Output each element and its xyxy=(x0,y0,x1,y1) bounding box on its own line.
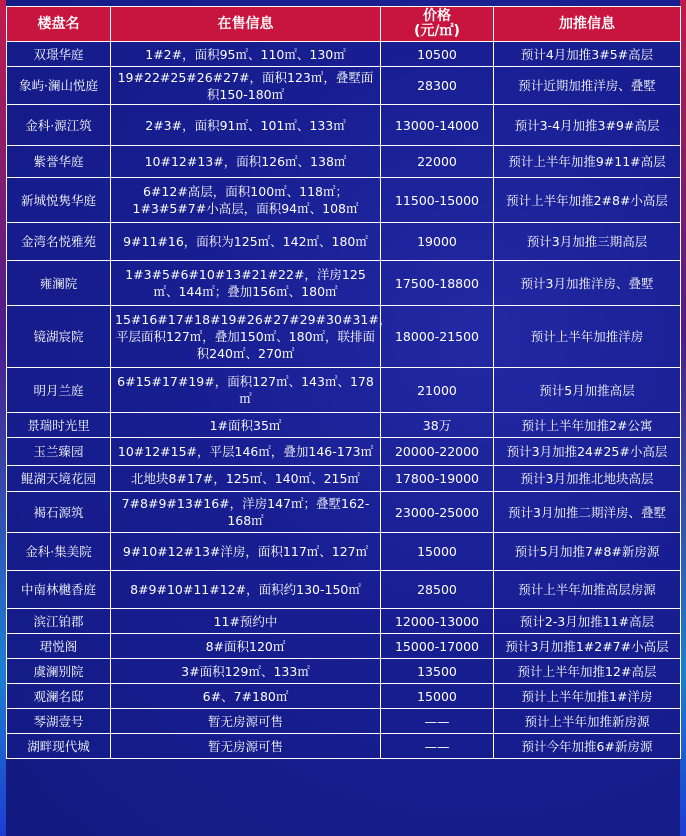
cell-plan: 预计2-3月加推11#高层 xyxy=(494,609,681,634)
cell-name: 双璟华庭 xyxy=(7,42,111,67)
cell-name: 虞澜别院 xyxy=(7,659,111,684)
table-row xyxy=(7,306,681,368)
table-row xyxy=(7,684,681,709)
cell-name: 镜湖宸院 xyxy=(7,306,111,368)
cell-plan: 预计上半年加推2#公寓 xyxy=(494,413,681,438)
cell-price: 12000-13000 xyxy=(381,609,494,634)
cell-info: 6#15#17#19#，面积127㎡、143㎡、178㎡ xyxy=(111,368,381,413)
cell-name: 金科·源江筑 xyxy=(7,105,111,146)
cell-price: 20000-22000 xyxy=(381,438,494,466)
cell-plan: 预计上半年加推1#洋房 xyxy=(494,684,681,709)
cell-name: 滨江铂郡 xyxy=(7,609,111,634)
cell-info: 3#面积129㎡、133㎡ xyxy=(111,659,381,684)
table-row xyxy=(7,67,681,105)
table-row xyxy=(7,223,681,261)
property-table xyxy=(6,6,681,759)
table-row xyxy=(7,438,681,466)
cell-price: 13500 xyxy=(381,659,494,684)
cell-plan: 预计近期加推洋房、叠墅 xyxy=(494,67,681,105)
cell-plan: 预计5月加推高层 xyxy=(494,368,681,413)
cell-price: 15000-17000 xyxy=(381,634,494,659)
table-row xyxy=(7,105,681,146)
cell-info: 7#8#9#13#16#，洋房147㎡；叠墅162-168㎡ xyxy=(111,492,381,533)
cell-name: 金科·集美院 xyxy=(7,533,111,571)
cell-name: 中南林樾香庭 xyxy=(7,571,111,609)
cell-price: 28300 xyxy=(381,67,494,105)
cell-info: 9#11#16，面积为125㎡、142㎡、180㎡ xyxy=(111,223,381,261)
cell-price: 28500 xyxy=(381,571,494,609)
cell-plan: 预计3-4月加推3#9#高层 xyxy=(494,105,681,146)
cell-price: —— xyxy=(381,709,494,734)
cell-plan: 预计今年加推6#新房源 xyxy=(494,734,681,759)
cell-info: 6#、7#180㎡ xyxy=(111,684,381,709)
cell-price: 38万 xyxy=(381,413,494,438)
cell-name: 玉兰臻园 xyxy=(7,438,111,466)
cell-price: 19000 xyxy=(381,223,494,261)
cell-plan: 预计上半年加推2#8#小高层 xyxy=(494,178,681,223)
cell-price: 10500 xyxy=(381,42,494,67)
cell-plan: 预计3月加推二期洋房、叠墅 xyxy=(494,492,681,533)
table-row xyxy=(7,634,681,659)
cell-price: 23000-25000 xyxy=(381,492,494,533)
cell-plan: 预计上半年加推12#高层 xyxy=(494,659,681,684)
cell-name: 雍澜院 xyxy=(7,261,111,306)
cell-plan: 预计上半年加推洋房 xyxy=(494,306,681,368)
cell-name: 鲲湖天境花园 xyxy=(7,466,111,492)
cell-plan: 预计3月加推三期高层 xyxy=(494,223,681,261)
cell-info: 15#16#17#18#19#26#27#29#30#31#，平层面积127㎡，叠加150㎡、180㎡，联排面积240㎡、270㎡ xyxy=(111,306,381,368)
header-name: 楼盘名 xyxy=(7,7,111,42)
cell-name: 琴湖壹号 xyxy=(7,709,111,734)
cell-info: 暂无房源可售 xyxy=(111,709,381,734)
table-row xyxy=(7,261,681,306)
cell-price: —— xyxy=(381,734,494,759)
cell-plan: 预计3月加推24#25#小高层 xyxy=(494,438,681,466)
cell-price: 18000-21500 xyxy=(381,306,494,368)
table-row xyxy=(7,42,681,67)
cell-price: 22000 xyxy=(381,146,494,178)
cell-info: 1#2#，面积95㎡、110㎡、130㎡ xyxy=(111,42,381,67)
table-row xyxy=(7,368,681,413)
cell-info: 北地块8#17#，125㎡、140㎡、215㎡ xyxy=(111,466,381,492)
cell-info: 2#3#，面积91㎡、101㎡、133㎡ xyxy=(111,105,381,146)
cell-info: 6#12#高层，面积100㎡、118㎡；1#3#5#7#小高层，面积94㎡、108㎡ xyxy=(111,178,381,223)
header-price xyxy=(381,7,494,42)
cell-info: 暂无房源可售 xyxy=(111,734,381,759)
table-row xyxy=(7,709,681,734)
table-row xyxy=(7,571,681,609)
cell-price: 17800-19000 xyxy=(381,466,494,492)
table-row xyxy=(7,492,681,533)
table-row xyxy=(7,659,681,684)
cell-name: 明月兰庭 xyxy=(7,368,111,413)
table-header-row xyxy=(7,7,681,42)
table-row xyxy=(7,466,681,492)
cell-plan: 预计上半年加推9#11#高层 xyxy=(494,146,681,178)
cell-info: 8#9#10#11#12#，面积约130-150㎡ xyxy=(111,571,381,609)
table-row xyxy=(7,533,681,571)
cell-info: 19#22#25#26#27#，面积123㎡，叠墅面积150-180㎡ xyxy=(111,67,381,105)
header-price-unit: (元/㎡) xyxy=(414,23,460,39)
cell-info: 10#12#15#，平层146㎡，叠加146-173㎡ xyxy=(111,438,381,466)
cell-name: 褐石源筑 xyxy=(7,492,111,533)
cell-info: 11#预约中 xyxy=(111,609,381,634)
cell-name: 珺悦阁 xyxy=(7,634,111,659)
table-row xyxy=(7,734,681,759)
table-row xyxy=(7,146,681,178)
cell-name: 金湾名悦雅苑 xyxy=(7,223,111,261)
cell-plan: 预计3月加推1#2#7#小高层 xyxy=(494,634,681,659)
header-price-label: 价格 xyxy=(423,8,451,24)
cell-price: 21000 xyxy=(381,368,494,413)
cell-plan: 预计上半年加推高层房源 xyxy=(494,571,681,609)
cell-price: 17500-18800 xyxy=(381,261,494,306)
cell-plan: 预计上半年加推新房源 xyxy=(494,709,681,734)
header-plan: 加推信息 xyxy=(494,7,681,42)
table-row xyxy=(7,178,681,223)
cell-info: 1#面积35㎡ xyxy=(111,413,381,438)
cell-plan: 预计3月加推北地块高层 xyxy=(494,466,681,492)
cell-plan: 预计4月加推3#5#高层 xyxy=(494,42,681,67)
cell-info: 10#12#13#，面积126㎡、138㎡ xyxy=(111,146,381,178)
cell-name: 观澜名邸 xyxy=(7,684,111,709)
cell-price: 13000-14000 xyxy=(381,105,494,146)
cell-price: 15000 xyxy=(381,533,494,571)
cell-name: 象屿·澜山悦庭 xyxy=(7,67,111,105)
cell-name: 新城悦隽华庭 xyxy=(7,178,111,223)
cell-name: 景瑞时光里 xyxy=(7,413,111,438)
cell-info: 1#3#5#6#10#13#21#22#，洋房125㎡、144㎡；叠加156㎡、180㎡ xyxy=(111,261,381,306)
cell-plan: 预计3月加推洋房、叠墅 xyxy=(494,261,681,306)
cell-name: 紫誉华庭 xyxy=(7,146,111,178)
cell-plan: 预计5月加推7#8#新房源 xyxy=(494,533,681,571)
cell-price: 15000 xyxy=(381,684,494,709)
cell-price: 11500-15000 xyxy=(381,178,494,223)
table-row xyxy=(7,609,681,634)
header-info: 在售信息 xyxy=(111,7,381,42)
cell-name: 湖畔现代城 xyxy=(7,734,111,759)
cell-info: 9#10#12#13#洋房，面积117㎡、127㎡ xyxy=(111,533,381,571)
cell-info: 8#面积120㎡ xyxy=(111,634,381,659)
table-row xyxy=(7,413,681,438)
